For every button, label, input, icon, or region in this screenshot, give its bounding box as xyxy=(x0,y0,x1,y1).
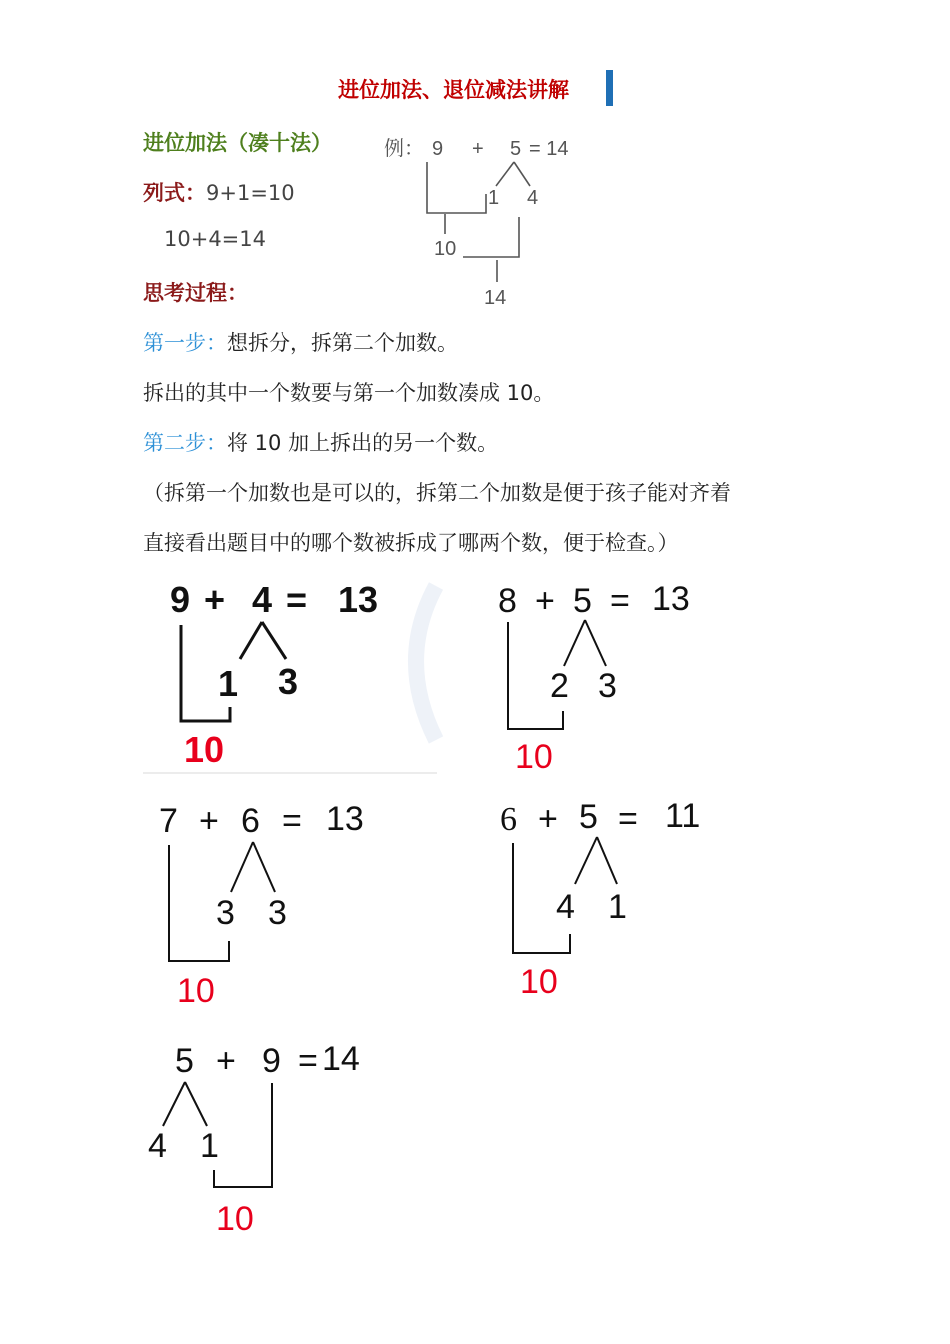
diagram-4 xyxy=(500,797,700,1001)
step2-text: 将 10 加上拆出的另一个数。 xyxy=(227,431,499,455)
diagram-5 xyxy=(148,1040,360,1238)
d2-ten: 10 xyxy=(515,738,553,776)
d4-p2: 1 xyxy=(608,888,627,926)
d5-p1: 4 xyxy=(148,1127,167,1165)
example-a: 9 xyxy=(432,138,444,160)
diagram-2 xyxy=(498,580,690,776)
d4-eq: = xyxy=(618,800,638,838)
d3-plus: + xyxy=(199,802,219,840)
example-ten: 10 xyxy=(434,238,457,260)
page-title: 进位加法、退位减法讲解 xyxy=(338,78,569,102)
example-bracket1 xyxy=(427,162,486,213)
d5-result: 14 xyxy=(322,1040,360,1078)
d1-b: 4 xyxy=(252,579,273,620)
d5-branch-right xyxy=(185,1082,207,1126)
step1-detail: 拆出的其中一个数要与第一个加数凑成 10。 xyxy=(143,381,555,405)
d5-plus: + xyxy=(216,1042,236,1080)
d5-ten: 10 xyxy=(216,1200,254,1238)
example-b: 5 xyxy=(510,138,522,160)
d3-a: 7 xyxy=(159,802,178,840)
example-bracket2 xyxy=(463,217,519,257)
example-diagram xyxy=(384,137,568,309)
d4-b: 5 xyxy=(579,798,598,836)
d3-branch-right xyxy=(253,842,275,892)
d5-branch-left xyxy=(163,1082,185,1126)
example-split1: 1 xyxy=(488,187,500,209)
process-label: 思考过程： xyxy=(143,281,248,305)
formula-line1: 9+1=10 xyxy=(206,181,295,205)
example-split2: 4 xyxy=(527,187,539,209)
d5-p2: 1 xyxy=(200,1127,219,1165)
d3-result: 13 xyxy=(326,800,364,838)
formula-line2: 10+4=14 xyxy=(164,227,266,251)
example-eq-result: = 14 xyxy=(529,138,569,160)
d3-b: 6 xyxy=(241,802,260,840)
formula-label: 列式： xyxy=(143,181,206,205)
d2-eq: = xyxy=(610,582,630,620)
diagram-3 xyxy=(159,800,364,1010)
note-line2: 直接看出题目中的哪个数被拆成了哪两个数，便于检查。） xyxy=(143,531,679,555)
example-branch-right xyxy=(514,162,530,186)
d2-plus: + xyxy=(535,582,555,620)
d2-result: 13 xyxy=(652,580,690,618)
d1-result: 13 xyxy=(338,579,379,620)
watermark-shape xyxy=(416,586,436,740)
d5-eq: = xyxy=(298,1042,318,1080)
d2-branch-left xyxy=(564,620,585,666)
d4-a: 6 xyxy=(500,801,517,838)
d3-p2: 3 xyxy=(268,894,287,932)
d1-p1: 1 xyxy=(218,663,239,704)
d1-ten: 10 xyxy=(184,729,225,770)
d3-p1: 3 xyxy=(216,894,235,932)
d2-p2: 3 xyxy=(598,667,617,705)
d1-branch-left xyxy=(240,622,262,659)
section-heading: 进位加法（凑十法） xyxy=(143,131,332,155)
d2-branch-right xyxy=(585,620,606,666)
d4-result: 11 xyxy=(665,797,701,835)
step2-label: 第二步： xyxy=(143,431,227,455)
example-plus: + xyxy=(472,138,484,160)
d4-branch-right xyxy=(597,837,617,884)
d1-branch-right xyxy=(262,622,286,659)
d4-plus: + xyxy=(538,800,558,838)
d5-bracket xyxy=(214,1083,272,1187)
d3-eq: = xyxy=(282,802,302,840)
d1-plus: + xyxy=(204,579,226,620)
d2-p1: 2 xyxy=(550,667,569,705)
d1-p2: 3 xyxy=(278,661,299,702)
step1-text: 想拆分，拆第二个加数。 xyxy=(227,331,458,355)
diagram-1 xyxy=(170,579,378,770)
d5-b: 9 xyxy=(262,1042,281,1080)
d2-a: 8 xyxy=(498,582,517,620)
d3-branch-left xyxy=(231,842,253,892)
d2-b: 5 xyxy=(573,582,592,620)
d1-a: 9 xyxy=(170,579,191,620)
d4-p1: 4 xyxy=(556,888,575,926)
example-prefix: 例： xyxy=(384,138,424,160)
example-result: 14 xyxy=(484,287,507,309)
note-line1: （拆第一个加数也是可以的，拆第二个加数是便于孩子能对齐着 xyxy=(143,481,731,505)
d4-ten: 10 xyxy=(520,963,558,1001)
step1-label: 第一步： xyxy=(143,331,227,355)
d1-eq: = xyxy=(286,579,308,620)
d3-ten: 10 xyxy=(177,972,215,1010)
example-branch-left xyxy=(496,162,514,186)
d5-a: 5 xyxy=(175,1042,194,1080)
d4-branch-left xyxy=(575,837,597,884)
